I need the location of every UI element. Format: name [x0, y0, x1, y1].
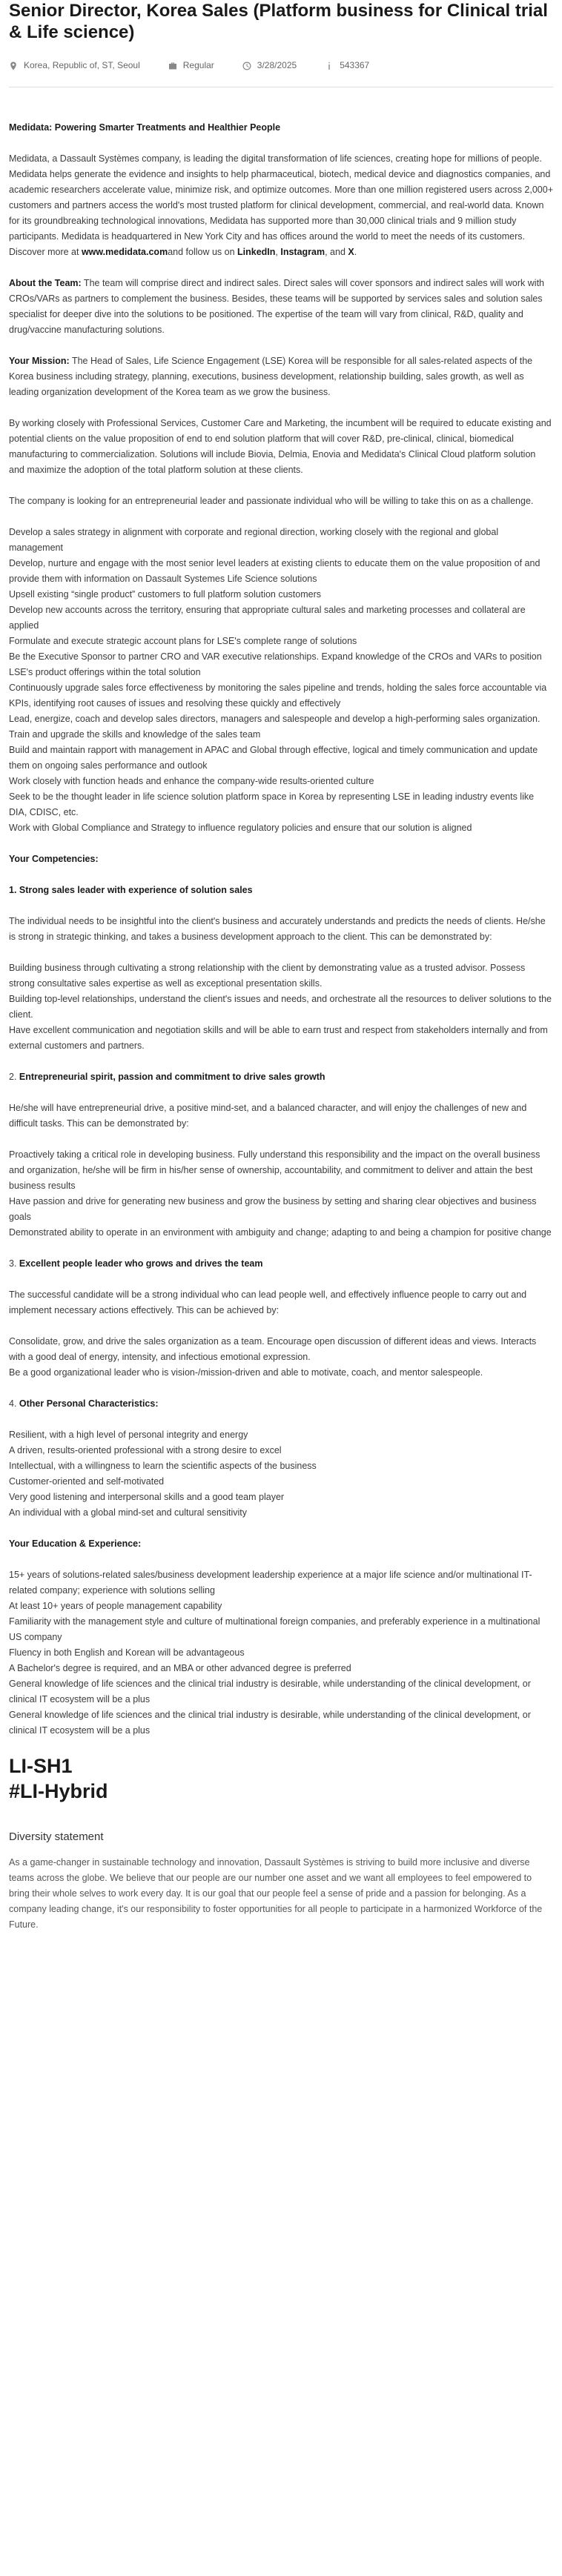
- list-item: Build and maintain rapport with management in APAC and Global through effective, logical and timely communication and update them on ongoing sales performance and outlook: [9, 745, 538, 771]
- competency-3-title: Excellent people leader who grows and drives the team: [16, 1258, 263, 1269]
- hashtags: [9, 1753, 553, 1804]
- mission-paragraph-3: The company is looking for an entrepreneurial leader and passionate individual who will be willing to take this on as a challenge.: [9, 496, 534, 506]
- list-item: Consolidate, grow, and drive the sales organization as a team. Encourage open discussion of different ideas and views. Interacts with a good deal of energy, intensity, and infectious emotional expression.: [9, 1336, 537, 1362]
- competency-1-title: 1. Strong sales leader with experience of solution sales: [9, 885, 253, 895]
- map-pin-icon: [9, 62, 18, 70]
- competency-2-heading: [9, 1069, 553, 1085]
- competency-2-title: Entrepreneurial spirit, passion and commitment to drive sales growth: [16, 1072, 325, 1082]
- competency-1-intro: The individual needs to be insightful into the client's business and accurately understands and predicts the needs of clients. He/she is strong in strategic thinking, and takes a business development approach to the client. This can be demonstrated by:: [9, 916, 546, 942]
- mission-label: Your Mission:: [9, 356, 70, 366]
- tag-li-sh1: LI-SH1: [9, 1755, 73, 1777]
- employment-type: Regular: [182, 60, 214, 70]
- list-item: A Bachelor's degree is required, and an MBA or other advanced degree is preferred: [9, 1663, 351, 1673]
- list-item: General knowledge of life sciences and the clinical trial industry is desirable, while understanding of the clinical development, or clinical IT ecosystem will be a plus: [9, 1710, 531, 1736]
- competency-3-intro: The successful candidate will be a strong individual who can lead people well, and effectively influence people to carry out and implement necessary actions effectively. This can be achieved by:: [9, 1289, 527, 1315]
- meta-id: [325, 58, 369, 73]
- posting-date: 3/28/2025: [257, 60, 297, 70]
- list-item: Resilient, with a high level of personal integrity and energy: [9, 1430, 248, 1440]
- job-title: Senior Director, Korea Sales (Platform business for Clinical trial & Life science): [9, 1, 548, 42]
- about-team-label: About the Team:: [9, 278, 82, 288]
- competency-2-number: 2.: [9, 1072, 17, 1082]
- about-team-paragraph: About the Team: The team will comprise direct and indirect sales. Direct sales will cover sponsors and indirect sales will work with CROs/VARs as partners to complement the business. Besides, these teams will be supported by services sales and solution sales specialist for deeper dive into the solutions to be positioned. The expertise of the team will vary from clinical, R&D, quality and drug/vaccine manufacturing solutions.: [9, 278, 544, 335]
- meta-type: [168, 58, 214, 73]
- list-item: Fluency in both English and Korean will be advantageous: [9, 1647, 245, 1658]
- list-item: At least 10+ years of people management capability: [9, 1601, 222, 1611]
- list-item: General knowledge of life sciences and the clinical trial industry is desirable, while understanding of the clinical development, or clinical IT ecosystem will be a plus: [9, 1679, 531, 1704]
- intro-heading: Medidata: Powering Smarter Treatments and Healthier People: [9, 122, 281, 133]
- intro-paragraph: Medidata, a Dassault Systèmes company, is leading the digital transformation of life sciences, creating hope for millions of people. Medidata helps generate the evidence and insights to help pharmaceutical, biotech, medical device and diagnostics companies, and academic researchers accelerate value, minimize risk, and optimize outcomes. More than one million registered users across 2,000+ customers and partners access the world's most trusted platform for clinical development, commercial, and real-world data. Known for its groundbreaking technological innovations, Medidata has supported more than 30,000 clinical trials and 9 million study participants. Medidata is headquartered in New York City and has offices around the world to meet the needs of its customers. Discover more at www.medidata.comand follow us on LinkedIn, Instagram, and X.: [9, 153, 554, 257]
- list-item: Work closely with function heads and enhance the company-wide results-oriented culture: [9, 776, 374, 786]
- meta-date: [242, 58, 297, 73]
- competency-1-list: [9, 960, 553, 1054]
- list-item: Building top-level relationships, understand the client's issues and needs, and orchestrate all the resources to deliver solutions to the client.: [9, 994, 552, 1020]
- competency-4-list: [9, 1427, 553, 1521]
- competency-3-number: 3.: [9, 1258, 17, 1269]
- meta-location: [9, 58, 140, 73]
- competencies-heading: Your Competencies:: [9, 854, 99, 864]
- x-link[interactable]: X: [348, 247, 354, 257]
- list-item: Lead, energize, coach and develop sales directors, managers and salespeople and develop a high-performing sales organization. Train and upgrade the skills and knowledge of the sales team: [9, 714, 540, 740]
- list-item: A driven, results-oriented professional with a strong desire to excel: [9, 1445, 282, 1455]
- competency-3-heading: [9, 1256, 553, 1272]
- list-item: Intellectual, with a willingness to learn the scientific aspects of the business: [9, 1461, 317, 1471]
- list-item: Upsell existing “single product” customers to full platform solution customers: [9, 589, 322, 600]
- mission-paragraph-2: By working closely with Professional Services, Customer Care and Marketing, the incumbent will be required to educate existing and potential clients on the value proposition of end to end solution platform that will cover R&D, pre-clinical, clinical, biomedical manufacturing to commercialization. Solutions will include Biovia, Delmia, Enovia and Medidata's Clinical Cloud platform solution and maximize the adoption of the total platform solution at these clients.: [9, 418, 552, 475]
- diversity-title: Diversity statement: [9, 1830, 104, 1843]
- tag-li-hybrid: #LI-Hybrid: [9, 1780, 108, 1802]
- list-item: Building business through cultivating a strong relationship with the client by demonstrating value as a trusted advisor. Possess strong consultative sales expertise as well as exceptional presentation skills.: [9, 963, 526, 989]
- education-list: [9, 1567, 553, 1739]
- info-icon: [325, 62, 334, 70]
- list-item: Very good listening and interpersonal skills and a good team player: [9, 1492, 285, 1502]
- list-item: Develop, nurture and engage with the most senior level leaders at existing clients to educate them on the value proposition of and provide them with information on Dassault Systemes Life Science solutions: [9, 558, 540, 584]
- competency-4-title: Other Personal Characteristics:: [16, 1398, 159, 1409]
- list-item: Customer-oriented and self-motivated: [9, 1476, 165, 1487]
- linkedin-link[interactable]: LinkedIn: [237, 247, 276, 257]
- list-item: Be a good organizational leader who is vision-/mission-driven and able to motivate, coach, and mentor salespeople.: [9, 1367, 483, 1378]
- competency-2-list: [9, 1147, 553, 1241]
- briefcase-icon: [168, 62, 177, 70]
- competency-4-heading: [9, 1396, 553, 1412]
- job-location: Korea, Republic of, ST, Seoul: [24, 60, 140, 70]
- job-description: [9, 120, 553, 1739]
- list-item: Have excellent communication and negotiation skills and will be able to earn trust and respect from stakeholders internally and from external customers and partners.: [9, 1025, 548, 1051]
- responsibilities-list: [9, 525, 553, 836]
- list-item: Formulate and execute strategic account plans for LSE's complete range of solutions: [9, 636, 357, 646]
- list-item: Familiarity with the management style and culture of multinational foreign companies, and preferably experience in a multinational US company: [9, 1616, 540, 1642]
- job-meta-bar: [9, 58, 553, 87]
- list-item: An individual with a global mind-set and cultural sensitivity: [9, 1507, 247, 1518]
- list-item: Work with Global Compliance and Strategy to influence regulatory policies and ensure that our solution is aligned: [9, 823, 472, 833]
- competency-2-intro: He/she will have entrepreneurial drive, a positive mind-set, and a balanced character, and will enjoy the challenges of new and difficult tasks. This can be demonstrated by:: [9, 1103, 527, 1129]
- competency-4-number: 4.: [9, 1398, 17, 1409]
- list-item: Proactively taking a critical role in developing business. Fully understand this responsibility and the impact on the overall business and organization, he/she will be firm in his/her sense of ownership, accountability, and commitment to deliver and attain the best business results: [9, 1149, 540, 1191]
- list-item: Demonstrated ability to operate in an environment with ambiguity and change; adapting to and being a champion for positive change: [9, 1227, 552, 1238]
- list-item: Be the Executive Sponsor to partner CRO and VAR executive relationships. Expand knowledge of the CROs and VARs to position LSE's product offerings within the total solution: [9, 651, 542, 677]
- list-item: 15+ years of solutions-related sales/business development leadership experience at a major life science and/or multinational IT-related company; experience with solutions selling: [9, 1570, 532, 1596]
- diversity-text: As a game-changer in sustainable technology and innovation, Dassault Systèmes is striving to build more inclusive and diverse teams across the globe. We believe that our people are our number one asset and we want all employees to feel empowered to bring their whole selves to work every day. It is our goal that our people feel a sense of pride and a passion for belonging. As a company leading change, it's our responsibility to foster opportunities for all people to participate in a harmonized Workforce of the Future.: [9, 1857, 543, 1930]
- education-heading: Your Education & Experience:: [9, 1538, 142, 1549]
- list-item: Develop new accounts across the territory, ensuring that appropriate cultural sales and marketing processes and collateral are applied: [9, 605, 526, 631]
- list-item: Develop a sales strategy in alignment with corporate and regional direction, working closely with the regional and global management: [9, 527, 499, 553]
- clock-icon: [242, 62, 251, 70]
- job-id: 543367: [340, 60, 370, 70]
- medidata-site-link[interactable]: www.medidata.com: [81, 247, 168, 257]
- list-item: Have passion and drive for generating new business and grow the business by setting and sharing clear objectives and business goals: [9, 1196, 537, 1222]
- instagram-link[interactable]: Instagram: [280, 247, 325, 257]
- mission-paragraph: Your Mission: The Head of Sales, Life Science Engagement (LSE) Korea will be responsible for all sales-related aspects of the Korea business including strategy, planning, executions, business development, relationship building, sales growth, as well as leading organization development of the Korea team as we grow the business.: [9, 356, 533, 397]
- list-item: Continuously upgrade sales force effectiveness by monitoring the sales pipeline and trends, holding the sales force accountable via KPIs, identifying root causes of issues and resolving these quickly and effectively: [9, 683, 547, 708]
- competency-3-list: [9, 1334, 553, 1381]
- list-item: Seek to be the thought leader in life science solution platform space in Korea by representing LSE in leading industry events like DIA, CDISC, etc.: [9, 791, 535, 817]
